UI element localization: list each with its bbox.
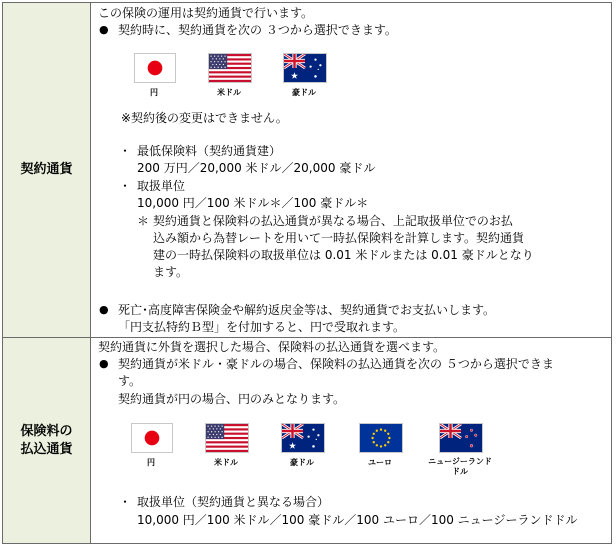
premium-currency-row (3, 338, 611, 543)
flag-caption-usd: 米ドル (217, 88, 241, 97)
flag-caption-eur: ユーロ (368, 458, 392, 467)
flag-caption-aud: 豪ドル (290, 458, 314, 467)
currency-info-table (2, 2, 612, 544)
flag-caption-yen: 円 (150, 88, 158, 97)
asterisk-note-line: 込み額から為替レートを用いて一時払保険料を計算します。契約通貨 (153, 231, 525, 245)
japan-flag-icon (134, 53, 176, 83)
usa-flag-icon (208, 53, 252, 83)
premium-unit-label: 取扱単位（契約通貨と異なる場合） (137, 495, 330, 509)
australia-flag-icon (283, 53, 327, 83)
no-change-note: ※契約後の変更はできません。 (121, 111, 288, 125)
bullet-icon: ● (99, 303, 109, 316)
asterisk-note-line: ＊ 契約通貨と保険料の払込通貨が異なる場合、上記取扱単位でのお払 (137, 214, 513, 228)
contract-currency-detail-cell (91, 3, 611, 337)
asterisk-note-line: 建の一時払保険料の取扱単位は 0.01 米ドルまたは 0.01 豪ドルとなり (153, 248, 534, 262)
sub-bullet-icon: ・ (119, 495, 132, 509)
contract-currency-header: 契約通貨 (20, 162, 73, 177)
bullet-icon: ● (99, 357, 109, 370)
asterisk-note-line: ます。 (153, 265, 189, 279)
bullet-icon: ● (99, 23, 109, 36)
contract-currency-row (3, 3, 611, 338)
flag-caption-aud: 豪ドル (292, 88, 316, 97)
premium-currency-header-cell (3, 338, 91, 543)
premium-unit-value: 10,000 円／100 米ドル／100 豪ドル／100 ユーロ／100 ニュージーランドドル (137, 513, 578, 527)
premium-currency-choice-line1: 契約通貨が米ドル・豪ドルの場合、保険料の払込通貨を次の ５つから選択できま (118, 357, 554, 371)
sub-bullet-icon: ・ (119, 144, 132, 158)
flag-caption-usd: 米ドル (214, 458, 238, 467)
yen-only-note: 契約通貨が円の場合、円のみとなります。 (118, 392, 346, 406)
sub-bullet-icon: ・ (119, 179, 132, 193)
eu-flag-icon (359, 423, 403, 453)
contract-currency-choice-text: 契約時に、契約通貨を次の ３つから選択できます。 (118, 23, 397, 37)
new-zealand-flag-icon (439, 423, 483, 453)
premium-currency-header-line1: 保険料の (20, 423, 73, 439)
premium-currency-header (20, 423, 72, 459)
yen-rider-text: 「円支払特約Ｂ型」を付加すると、円で受取れます。 (118, 320, 406, 334)
payout-currency-text: 死亡･高度障害保険金や解約返戻金等は、契約通貨でお支払いします。 (118, 303, 496, 317)
usa-flag-icon (205, 423, 249, 453)
unit-label: 取扱単位 (137, 179, 186, 193)
contract-currency-intro: この保険の運用は契約通貨で行います。 (98, 6, 314, 20)
premium-currency-intro: 契約通貨に外貨を選択した場合、保険料の払込通貨を選べます。 (98, 340, 446, 354)
premium-currency-header-line2: 払込通貨 (20, 441, 73, 457)
flag-caption-nzd: ニュージーランド (428, 457, 492, 466)
australia-flag-icon (281, 423, 325, 453)
flag-caption-yen: 円 (147, 458, 155, 467)
flag-caption-nzd-line2: ドル (452, 467, 468, 476)
min-premium-label: 最低保険料（契約通貨建） (137, 144, 282, 158)
japan-flag-icon (131, 423, 173, 453)
min-premium-value: 200 万円／20,000 米ドル／20,000 豪ドル (137, 161, 376, 175)
premium-currency-detail-cell (91, 338, 611, 543)
premium-currency-choice-line2: す。 (118, 374, 142, 388)
unit-value: 10,000 円／100 米ドル＊／100 豪ドル＊ (137, 196, 369, 210)
contract-currency-header-cell (3, 3, 91, 337)
